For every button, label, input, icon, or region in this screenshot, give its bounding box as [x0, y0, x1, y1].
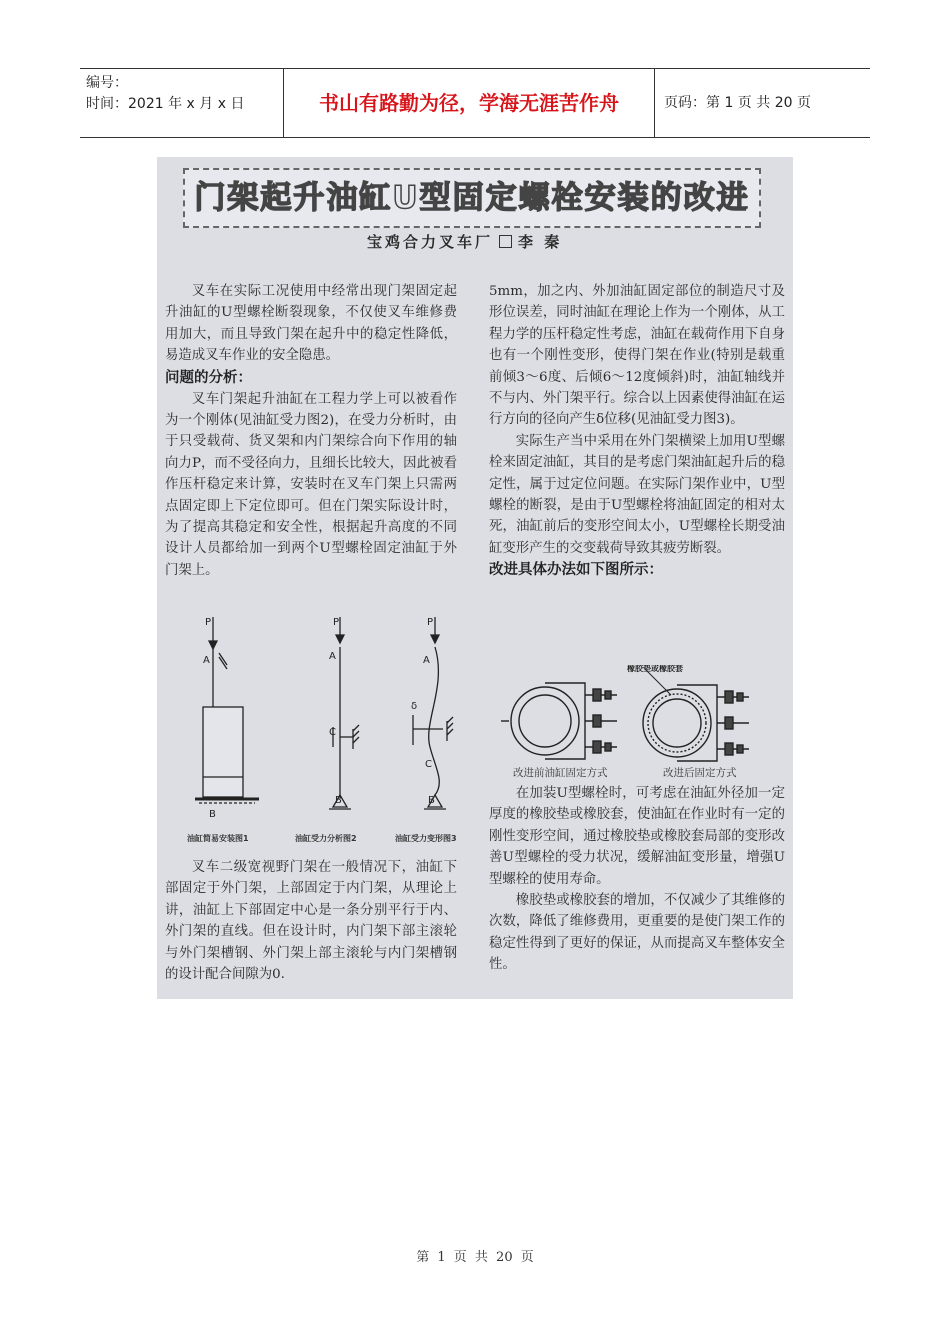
number-label: 编号： [86, 75, 128, 91]
header-page-info: 页码：第 1 页 共 20 页 [664, 95, 811, 111]
author-org: 宝鸡合力叉车厂 [367, 233, 494, 251]
paragraph: 叉车二级宽视野门架在一般情况下，油缸下部固定于外门架，上部固定于内门架，从理论上讲，油缸上下部固定中心是一条分别平行于内、外门架的直线。但在设计时，内门架下部主滚轮与外门架槽钢、外门架上部主滚轮与内门架槽钢的设计配合间隙为0. [165, 860, 457, 983]
author-name: 李 秦 [518, 233, 563, 251]
cylinder-force-diagrams [185, 617, 475, 847]
label-p: P [427, 617, 434, 628]
label-b: B [335, 795, 342, 806]
label-b: B [209, 809, 216, 820]
paragraph: 实际生产当中采用在外门架横梁上加用U型螺栓来固定油缸，其目的是考虑门架油缸起升后的稳定性，属于过定位问题。在实际门架作业中，U型螺栓的断裂，是由于U型螺栓将油缸固定的相对太死，油缸前后的变形空间太小，U型螺栓长期受油缸变形产生的交变载荷导致其疲劳断裂。 [489, 433, 785, 556]
author-line [367, 231, 562, 252]
header-divider [654, 69, 655, 137]
label-c: C [329, 727, 336, 738]
right-column-bottom [489, 783, 785, 976]
label-delta: δ [411, 701, 418, 712]
time-label: 时间：2021 年 x 月 x 日 [86, 96, 245, 112]
rubber-label: 橡胶垫或橡胶套 [627, 665, 683, 673]
label-a: A [423, 655, 430, 666]
label-a: A [329, 651, 336, 662]
label-a: A [203, 655, 210, 666]
paragraph: 5mm，加之内、外加油缸固定部位的制造尺寸及形位误差，同时油缸在理论上作为一个刚体，从工程力学的压杆稳定性考虑，油缸在载荷作用下自身也有一个刚性变形，使得门架在作业(特别是载重前倾3～6度、后倾6～12度倾斜)时，油缸轴线并不与内、外门架平行。综合以上因素使得油缸在运行方向的径向产生δ位移(见油缸受力图3)。 [489, 284, 785, 428]
header-motto: 书山有路勤为径，学海无涯苦作舟 [319, 91, 619, 115]
label-p: P [205, 617, 212, 628]
figure-caption: 油缸受力变形图3 [395, 834, 457, 843]
article-title: 门架起升油缸U型固定螺栓安装的改进 [194, 180, 750, 216]
page-footer: 第 1 页 共 20 页 [416, 1250, 534, 1265]
label-c: C [425, 759, 432, 770]
label-b: B [428, 795, 435, 806]
paragraph: 在加装U型螺栓时，可考虑在油缸外径加一定厚度的橡胶垫或橡胶套，使油缸在作业时有一定的刚性变形空间，通过橡胶垫或橡胶套局部的变形改善U型螺栓的受力状况，缓解油缸变形量，增强U型螺栓的使用寿命。 [489, 786, 785, 887]
section-heading: 改进具体办法如下图所示： [489, 562, 663, 579]
paragraph: 叉车在实际工况使用中经常出现门架固定起升油缸的U型螺栓断裂现象，不仅使叉车维修费用加大，而且导致门架在起升中的稳定性降低，易造成叉车作业的安全隐患。 [165, 284, 457, 364]
scanned-article [157, 157, 793, 999]
left-column-top [165, 281, 457, 581]
document-header [80, 68, 870, 138]
right-column-top [489, 281, 785, 581]
title-frame [183, 168, 761, 228]
figure-caption: 油缸受力分析图2 [295, 834, 357, 843]
u-bolt-clamp-diagram [495, 665, 785, 777]
left-column-bottom [165, 857, 457, 985]
figure-caption: 改进后固定方式 [663, 767, 737, 779]
figure-caption: 改进前油缸固定方式 [513, 767, 608, 779]
header-meta [86, 73, 244, 115]
section-heading: 问题的分析： [165, 369, 252, 386]
figure-caption: 油缸简易安装图1 [187, 834, 249, 843]
paragraph: 橡胶垫或橡胶套的增加，不仅减少了其维修的次数，降低了维修费用，更重要的是使门架工作的稳定性得到了更好的保证，从而提高叉车整体安全性。 [489, 893, 785, 973]
paragraph: 叉车门架起升油缸在工程力学上可以被看作为一个刚体(见油缸受力图2)，在受力分析时，由于只受载荷、货叉架和内门架综合向下作用的轴向力P，而不受径向力，且细长比较大，因此被看作压杆稳定来计算，安装时在叉车门架上只需两点固定即上下定位即可。但在门架实际设计时，为了提高其稳定和安全性，根据起升高度的不同设计人员都给加一到两个U型螺栓固定油缸于外门架上。 [165, 391, 457, 578]
label-p: P [333, 617, 340, 628]
separator-box [499, 235, 512, 248]
